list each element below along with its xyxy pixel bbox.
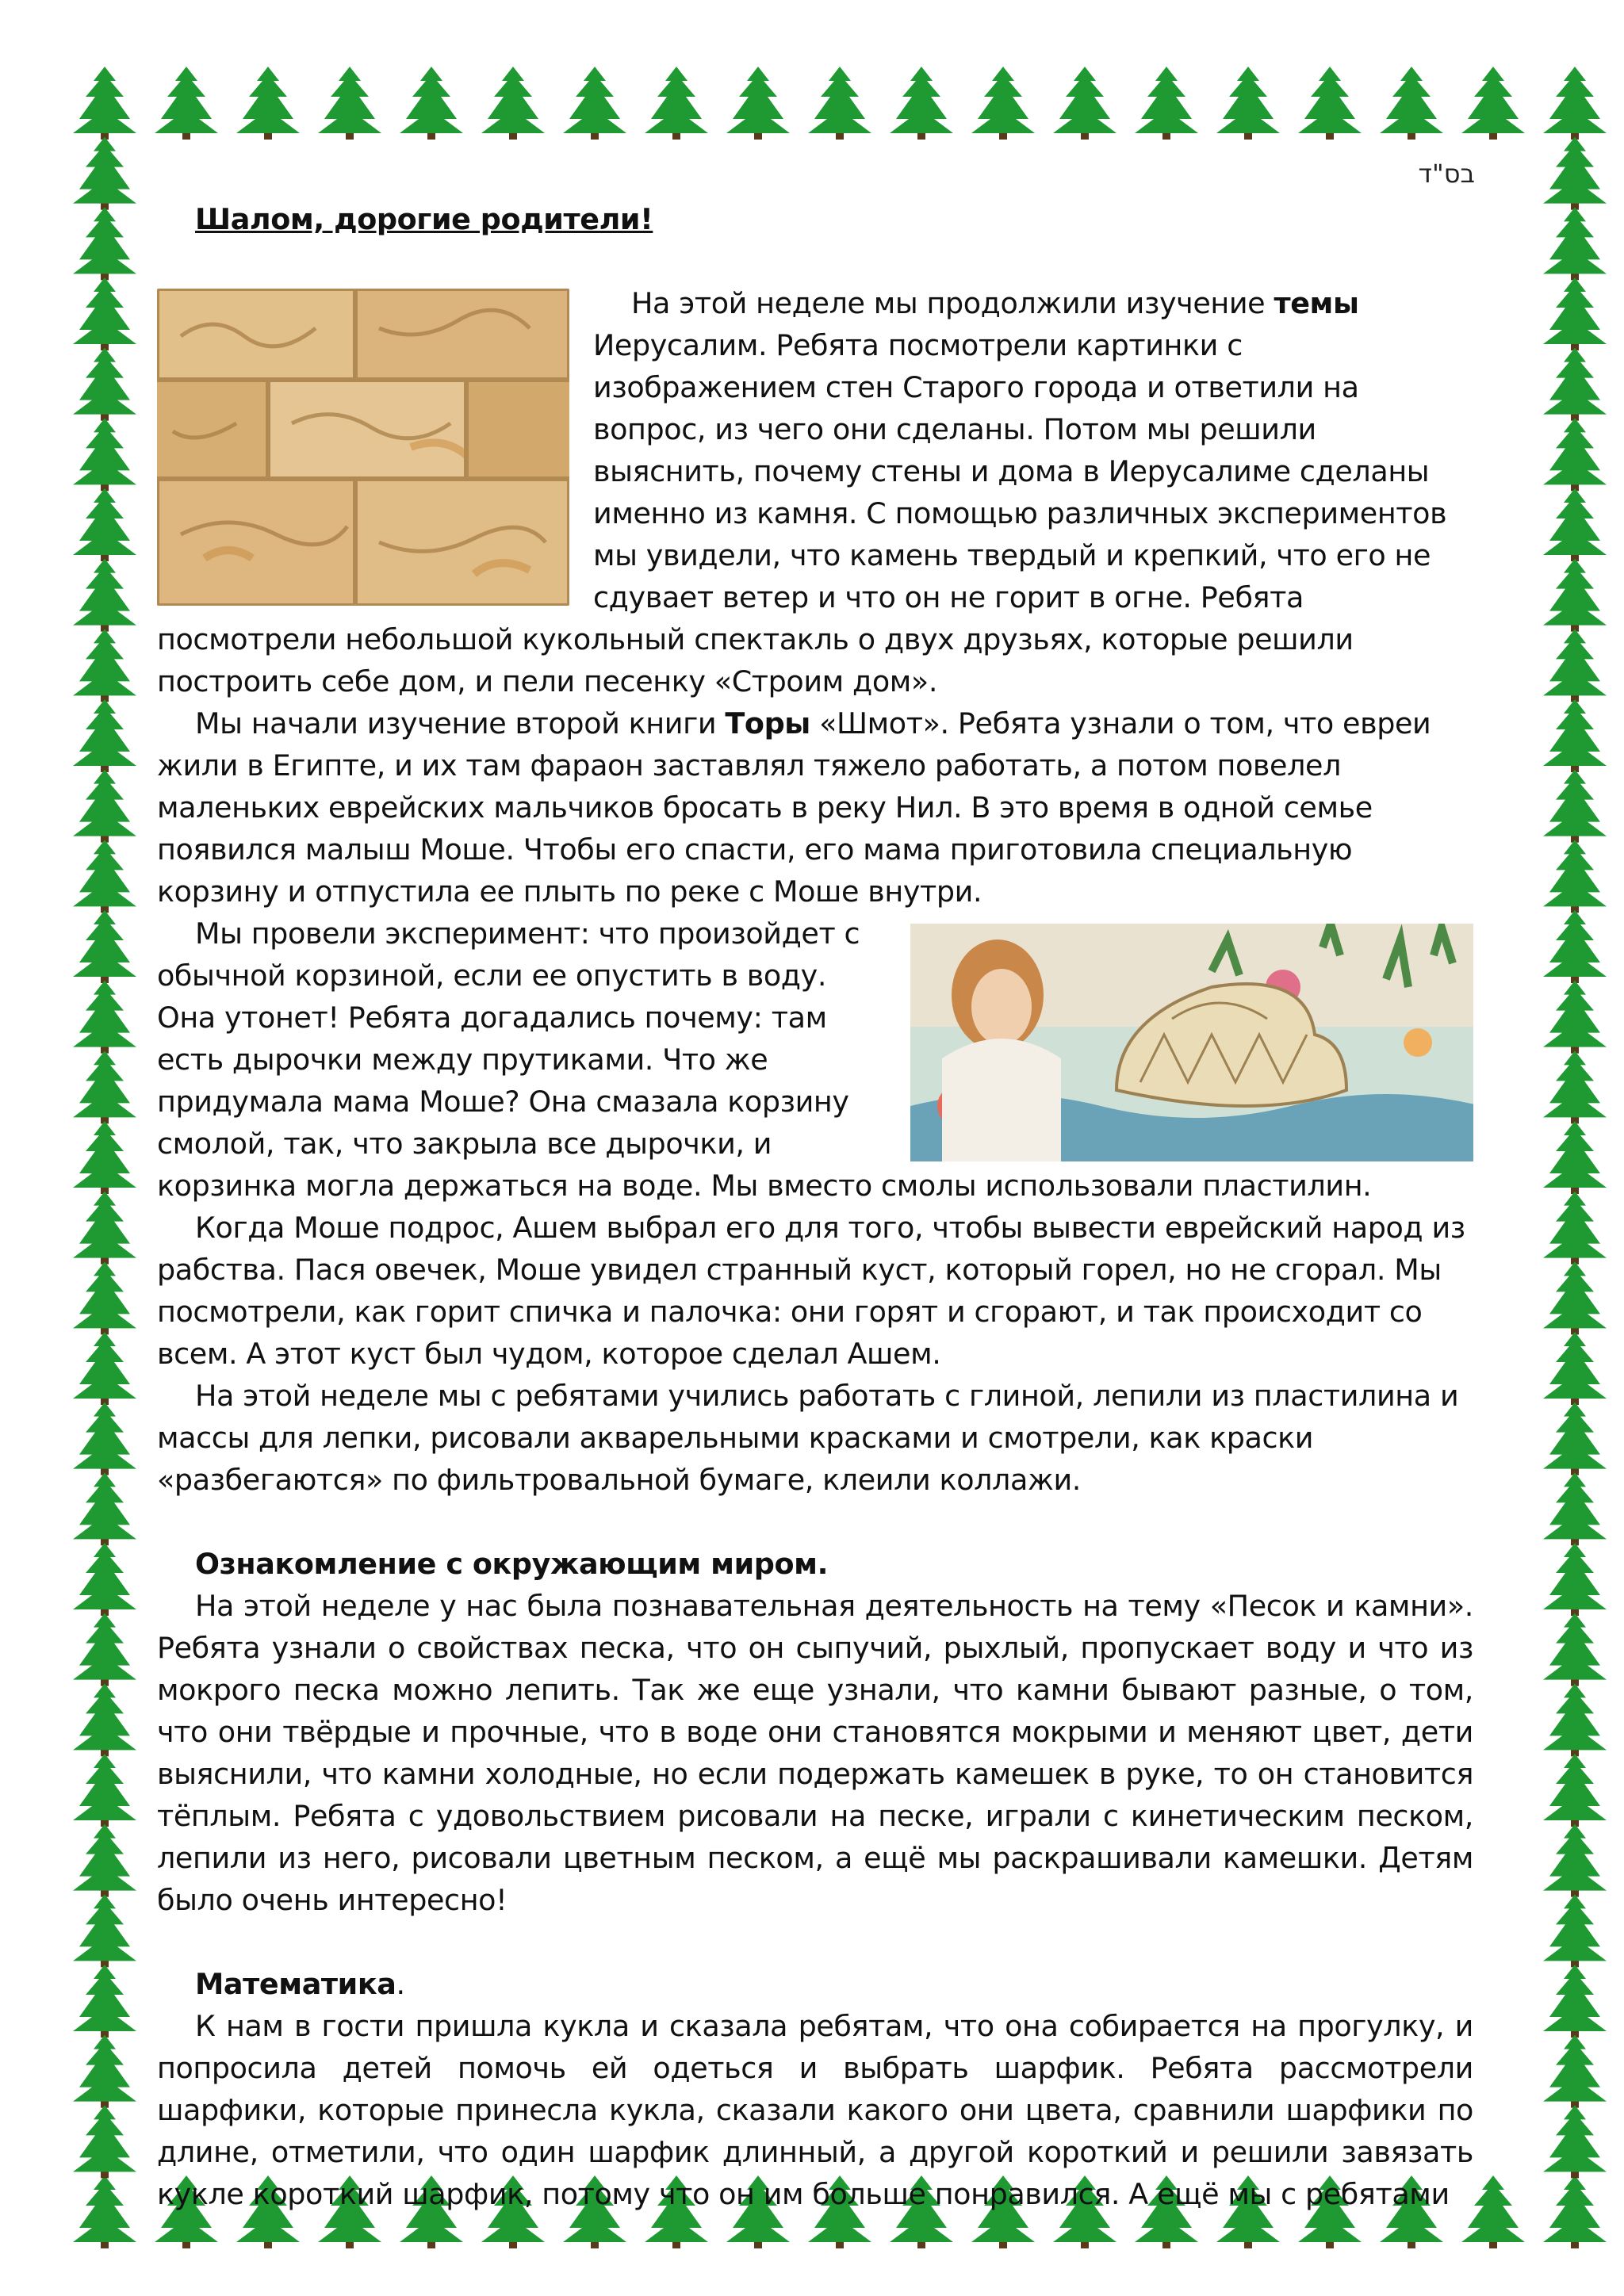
fir-tree-icon bbox=[73, 559, 136, 632]
fir-tree-icon bbox=[73, 1754, 136, 1827]
fir-tree-icon bbox=[1543, 1402, 1607, 1475]
paragraph-jerusalem: На этой неделе мы продолжили изучение темы Иерусалим. Ребята посмотрели картинки с изображением стен Старого города и ответили на вопрос, из чего они сделаны. Потом мы решили выяснить, почему стены и дома в Иерусалиме сделаны именно из камня. С помощью различных экспериментов мы увидели, что камень твердый и крепкий, что его не сдувает ветер и что он не горит в огне. Ребята посмотрели небольшой кукольный спектакль о двух друзьях, которые решили построить себе дом, и пели песенку «Строим дом». bbox=[157, 282, 1473, 702]
fir-tree-icon bbox=[73, 1965, 136, 2038]
fir-tree-icon bbox=[73, 1824, 136, 1897]
bsd-mark: בס"ד bbox=[1418, 159, 1475, 189]
section-text-world: На этой неделе у нас была познавательная деятельность на тему «Песок и камни». Ребята узнали о свойствах песка, что он сыпучий, рыхлый, пропускает воду и что из мокрого песка можно лепить. Так же еще узнали, что камни бывают разные, о том, что они твёрдые и прочные, что в воде они становятся мокрыми и меняют цвет, дети выяснили, что камни холодные, но если подержать камешек в руке, то он становится тёплым. Ребята с удовольствием рисовали на песке, играли с кинетическим песком, лепили из него, рисовали цветным песком, а ещё мы раскрашивали камешки. Детям было очень интересно! bbox=[157, 1589, 1473, 1917]
fir-tree-icon bbox=[1543, 1192, 1607, 1265]
fir-tree-icon bbox=[1543, 2035, 1607, 2108]
fir-tree-icon bbox=[1543, 1050, 1607, 1123]
fir-tree-icon bbox=[73, 699, 136, 772]
fir-tree-icon bbox=[1543, 1894, 1607, 1967]
fir-tree-icon bbox=[73, 840, 136, 913]
fir-tree-icon bbox=[73, 1261, 136, 1334]
fir-tree-icon bbox=[236, 67, 300, 140]
fir-tree-icon bbox=[1543, 1332, 1607, 1405]
fir-tree-icon bbox=[808, 67, 871, 140]
stone-wall-photo bbox=[157, 289, 569, 606]
fir-tree-icon bbox=[1543, 207, 1607, 280]
fir-tree-icon bbox=[73, 1332, 136, 1405]
fir-tree-icon bbox=[1543, 981, 1607, 1054]
fir-tree-icon bbox=[1543, 137, 1607, 210]
fir-tree-icon bbox=[1543, 277, 1607, 350]
fir-tree-icon bbox=[1543, 770, 1607, 843]
paragraph-torah: Мы начали изучение второй книги Торы «Шмот». Ребята узнали о том, что евреи жили в Египте, и их там фараон заставлял тяжело работать, а потом повелел маленьких еврейских мальчиков бросать в реку Нил. В это время в одной семье появился малыш Моше. Чтобы его спасти, его мама приготовила специальную корзину и отпустила ее плыть по реке с Моше внутри. bbox=[157, 706, 1431, 909]
fir-tree-icon bbox=[73, 1472, 136, 1545]
fir-tree-icon bbox=[1543, 488, 1607, 561]
fir-tree-icon bbox=[73, 1121, 136, 1194]
fir-tree-icon bbox=[1543, 1754, 1607, 1827]
fir-tree-icon bbox=[1135, 67, 1198, 140]
fir-tree-icon bbox=[1543, 1472, 1607, 1545]
section-text-math: К нам в гости пришла кукла и сказала ребятам, что она собирается на прогулку, и попросила детей помочь ей одеться и выбрать шарфик. Ребята рассмотрели шарфики, которые принесла кукла, сказали какого они цвета, сравнили шарфики по длине, отметили, что один шарфик длинный, а другой короткий и решили завязать кукле короткий шарфик, потому что он им больше понравился. А ещё мы с ребятами bbox=[157, 2009, 1473, 2211]
fir-tree-icon bbox=[155, 67, 218, 140]
fir-tree-icon bbox=[1380, 67, 1443, 140]
fir-tree-icon bbox=[73, 1683, 136, 1756]
fir-tree-icon bbox=[1543, 629, 1607, 702]
fir-tree-icon bbox=[73, 277, 136, 350]
fir-tree-icon bbox=[73, 1543, 136, 1616]
fir-tree-icon bbox=[73, 207, 136, 280]
fir-tree-icon bbox=[73, 1613, 136, 1686]
letter-body bbox=[157, 198, 1473, 2215]
fir-tree-icon bbox=[563, 67, 626, 140]
fir-tree-icon bbox=[73, 629, 136, 702]
fir-tree-icon bbox=[645, 67, 708, 140]
fir-tree-icon bbox=[1543, 2105, 1607, 2178]
fir-tree-icon bbox=[1543, 1613, 1607, 1686]
fir-tree-icon bbox=[1543, 348, 1607, 421]
fir-tree-icon bbox=[1298, 67, 1362, 140]
fir-tree-icon bbox=[73, 2035, 136, 2108]
fir-tree-icon bbox=[73, 981, 136, 1054]
fir-tree-icon bbox=[73, 910, 136, 983]
fir-tree-icon bbox=[73, 418, 136, 491]
paragraph-activities: На этой неделе мы с ребятами учились работать с глиной, лепили из пластилина и массы для лепки, рисовали акварельными красками и смотрели, как краски «разбегаются» по фильтровальной бумаге, клеили коллажи. bbox=[157, 1379, 1459, 1497]
fir-tree-icon bbox=[73, 1402, 136, 1475]
fir-tree-icon bbox=[400, 67, 463, 140]
fir-tree-icon bbox=[73, 1192, 136, 1265]
fir-tree-icon bbox=[1543, 840, 1607, 913]
fir-tree-icon bbox=[1216, 67, 1280, 140]
fir-tree-icon bbox=[1543, 67, 1607, 140]
fir-tree-icon bbox=[73, 770, 136, 843]
fir-tree-icon bbox=[1543, 1965, 1607, 2038]
fir-tree-icon bbox=[73, 488, 136, 561]
fir-tree-icon bbox=[481, 67, 545, 140]
fir-tree-icon bbox=[73, 1050, 136, 1123]
greeting-title: Шалом, дорогие родители! bbox=[195, 202, 653, 236]
section-heading-world: Ознакомление с окружающим миром. bbox=[195, 1547, 829, 1581]
fir-tree-icon bbox=[1543, 1824, 1607, 1897]
fir-tree-icon bbox=[1543, 2175, 1607, 2248]
fir-tree-icon bbox=[73, 2105, 136, 2178]
paragraph-experiment: Мы провели эксперимент: что произойдет с обычной корзиной, если ее опустить в воду. Она утонет! Ребята догадались почему: там есть дырочки между прутиками. Что же придумала мама Моше? Она смазала корзину смолой, так, что закрыла все дырочки, и корзинка могла держаться на воде. Мы вместо смолы использовали пластилин. bbox=[157, 913, 1473, 1207]
fir-tree-icon bbox=[73, 137, 136, 210]
fir-tree-icon bbox=[73, 1894, 136, 1967]
fir-tree-icon bbox=[1543, 559, 1607, 632]
section-heading-math: Математика. bbox=[195, 1967, 405, 2001]
fir-tree-icon bbox=[73, 2175, 136, 2248]
fir-tree-icon bbox=[1461, 67, 1525, 140]
fir-tree-icon bbox=[971, 67, 1035, 140]
basket-river-photo bbox=[910, 924, 1473, 1161]
fir-tree-icon bbox=[73, 348, 136, 421]
fir-tree-icon bbox=[1543, 418, 1607, 491]
fir-tree-icon bbox=[1543, 1683, 1607, 1756]
paragraph-bush: Когда Моше подрос, Ашем выбрал его для того, чтобы вывести еврейский народ из рабства. Пася овечек, Моше увидел странный куст, который горел, но не сгорал. Мы посмотрели, как горит спичка и палочка: они горят и сгорают, и так происходит со всем. А этот куст был чудом, которое сделал Ашем. bbox=[157, 1211, 1465, 1371]
fir-tree-icon bbox=[890, 67, 953, 140]
fir-tree-icon bbox=[1543, 1261, 1607, 1334]
fir-tree-icon bbox=[1543, 910, 1607, 983]
fir-tree-icon bbox=[73, 67, 136, 140]
fir-tree-icon bbox=[318, 67, 381, 140]
fir-tree-icon bbox=[1053, 67, 1116, 140]
fir-tree-icon bbox=[1543, 699, 1607, 772]
fir-tree-icon bbox=[1543, 1121, 1607, 1194]
fir-tree-icon bbox=[726, 67, 790, 140]
fir-tree-icon bbox=[1543, 1543, 1607, 1616]
